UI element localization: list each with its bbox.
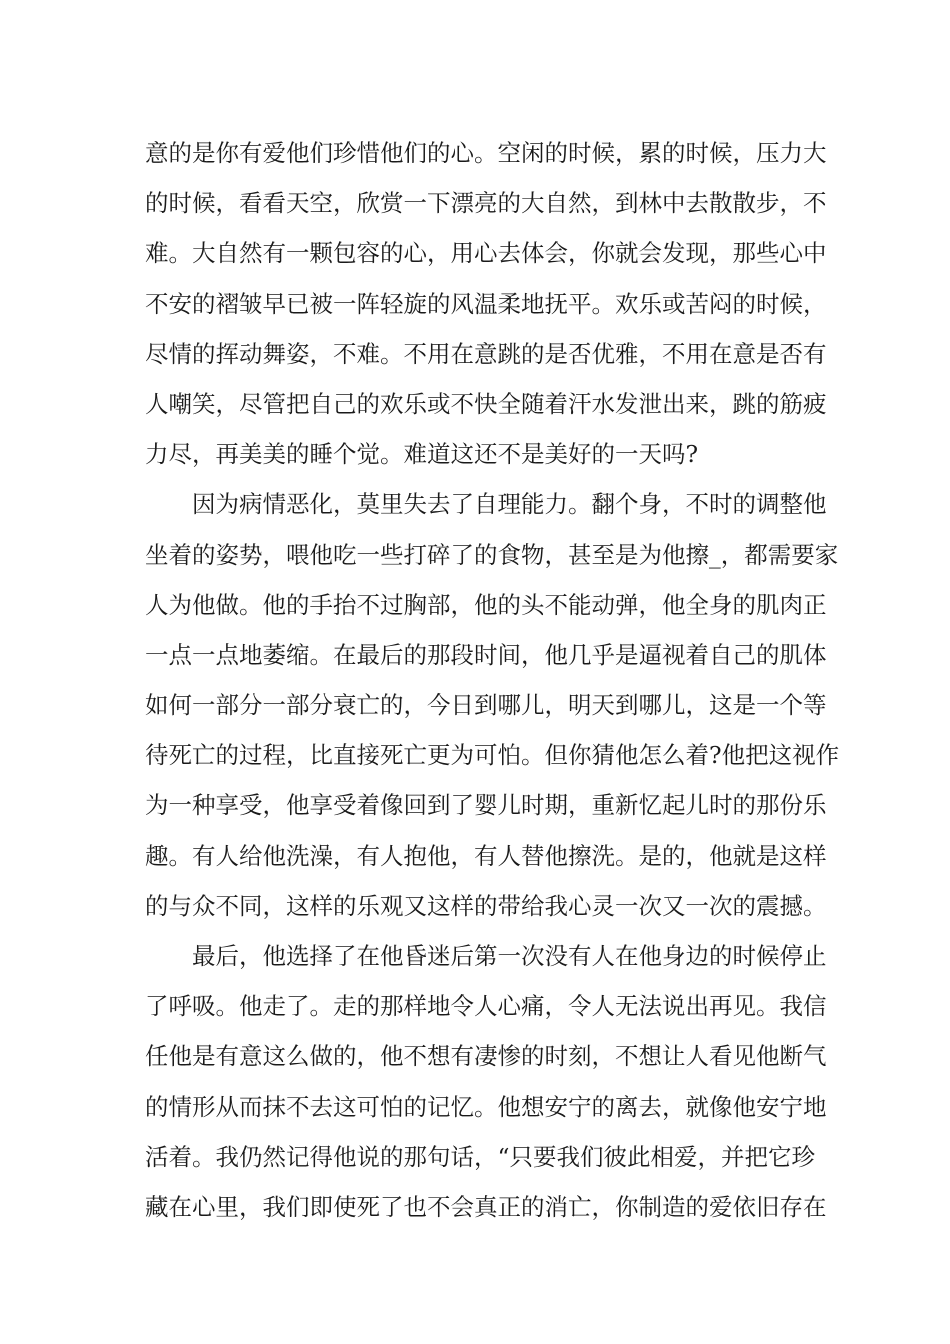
text-line: 趣。有人给他洗澡，有人抱他，有人替他擦洗。是的，他就是这样 [145,841,827,870]
text-line: 一点一点地萎缩。在最后的那段时间，他几乎是逼视着自己的肌体 [145,640,827,669]
text-line: 的与众不同，这样的乐观又这样的带给我心灵一次又一次的震撼。 [145,891,827,920]
text-line: 任他是有意这么做的，他不想有凄惨的时刻，不想让人看见他断气 [145,1042,827,1071]
text-line: 尽情的挥动舞姿，不难。不用在意跳的是否优雅，不用在意是否有 [145,339,827,368]
text-line: 难。大自然有一颗包容的心，用心去体会，你就会发现，那些心中 [145,239,827,268]
text-line: 人嘲笑，尽管把自己的欢乐或不快全随着汗水发泄出来，跳的筋疲 [145,389,827,418]
text-line: 待死亡的过程，比直接死亡更为可怕。但你猜他怎么着?他把这视作 [145,741,840,770]
paragraph [145,479,840,931]
paragraph [145,931,827,1232]
text-line: 因为病情恶化，莫里失去了自理能力。翻个身，不时的调整他 [192,490,827,519]
text-line: 最后，他选择了在他昏迷后第一次没有人在他身边的时候停止 [192,942,827,970]
text-line: 的时候，看看天空，欣赏一下漂亮的大自然，到林中去散散步，不 [145,189,827,218]
text-line: 人为他做。他的手抬不过胸部，他的头不能动弹，他全身的肌肉正 [145,590,827,619]
text-line: 力尽，再美美的睡个觉。难道这还不是美好的一天吗? [145,440,699,469]
text-line: 意的是你有爱他们珍惜他们的心。空闲的时候，累的时候，压力大 [145,139,827,167]
text-line: 藏在心里，我们即使死了也不会真正的消亡，你制造的爱依旧存在 [145,1192,827,1221]
paragraph [145,128,827,479]
text-line: 为一种享受，他享受着像回到了婴儿时期，重新忆起儿时的那份乐 [145,791,827,820]
text-line: 如何一部分一部分衰亡的，今日到哪儿，明天到哪儿，这是一个等 [145,691,827,720]
text-line: 坐着的姿势，喂他吃一些打碎了的食物，甚至是为他擦_，都需要家 [145,540,839,569]
body-text [145,128,840,1232]
text-line: 的情形从而抹不去这可怕的记忆。他想安宁的离去，就像他安宁地 [145,1092,827,1121]
text-line: 活着。我仍然记得他说的那句话，“只要我们彼此相爱，并把它珍 [145,1142,816,1171]
text-line: 了呼吸。他走了。走的那样地令人心痛，令人无法说出再见。我信 [145,992,827,1021]
text-line: 不安的褶皱早已被一阵轻旋的风温柔地抚平。欢乐或苦闷的时候， [145,289,827,318]
